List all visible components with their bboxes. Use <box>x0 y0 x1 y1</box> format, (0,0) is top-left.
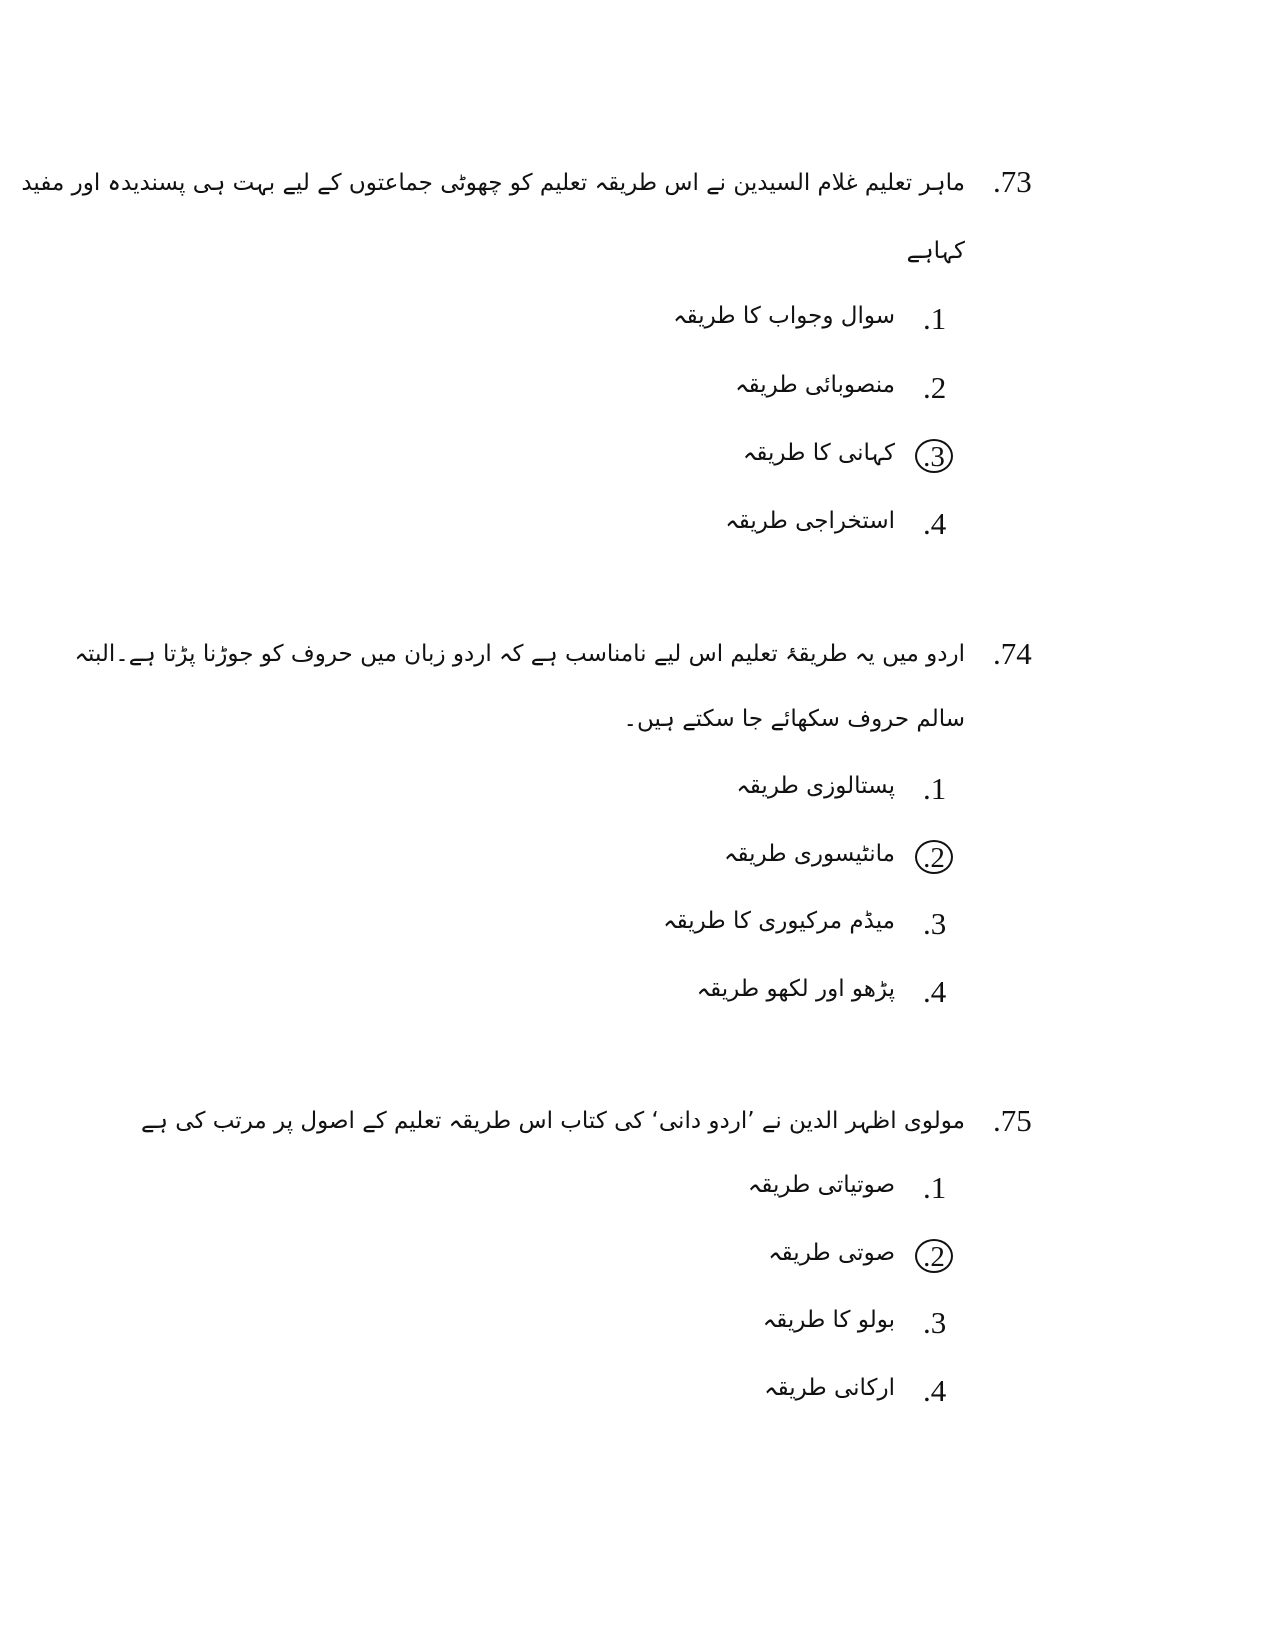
option-4-text[interactable]: پڑھو اور لکھو طریقہ <box>696 976 895 1002</box>
option-1-number: .1 <box>923 771 947 806</box>
option-3-number: .3 <box>923 1305 947 1340</box>
option-1-number: .1 <box>923 1170 947 1205</box>
question-text-line1: ماہر تعلیم غلام السیدین نے اس طریقہ تعلیم کو چھوٹی جماعتوں کے لیے بہت ہی پسندیدہ اور مفید <box>21 170 965 196</box>
option-2-number-circled: .2 <box>915 840 953 874</box>
option-2-number-circled: .2 <box>915 1239 953 1273</box>
option-2-text[interactable]: منصوبائی طریقہ <box>735 372 895 398</box>
option-3-text[interactable]: کہانی کا طریقہ <box>742 440 895 466</box>
question-text-line2: سالم حروف سکھائے جا سکتے ہیں۔ <box>623 706 965 732</box>
option-4-text[interactable]: ارکانی طریقہ <box>764 1375 895 1401</box>
option-3-number: .3 <box>923 906 947 941</box>
option-2-text[interactable]: مانٹیسوری طریقہ <box>724 841 895 867</box>
question-number: .74 <box>993 636 1032 671</box>
option-4-number: .4 <box>923 974 947 1009</box>
question-text-line1: مولوی اظہر الدین نے ’اردو دانی‘ کی کتاب اس طریقہ تعلیم کے اصول پر مرتب کی ہے <box>141 1108 965 1134</box>
option-4-number: .4 <box>923 1373 947 1408</box>
option-4-text[interactable]: استخراجی طریقہ <box>725 508 895 534</box>
option-2-number: .2 <box>923 370 947 405</box>
question-text-line2: کہاہے <box>906 238 965 264</box>
option-3-number-circled: .3 <box>915 439 953 473</box>
option-4-number: .4 <box>923 506 947 541</box>
question-text-line1: اردو میں یہ طریقۂ تعلیم اس لیے نامناسب ہے کہ اردو زبان میں حروف کو جوڑنا پڑتا ہے۔البتہ <box>74 641 965 667</box>
question-number: .75 <box>993 1103 1032 1138</box>
option-1-number: .1 <box>923 301 947 336</box>
option-3-text[interactable]: میڈم مرکیوری کا طریقہ <box>663 908 895 934</box>
option-2-text[interactable]: صوتی طریقہ <box>768 1240 895 1266</box>
option-1-text[interactable]: پستالوزی طریقہ <box>736 773 895 799</box>
option-3-text[interactable]: بولو کا طریقہ <box>762 1307 895 1333</box>
option-1-text[interactable]: صوتیاتی طریقہ <box>747 1172 895 1198</box>
question-number: .73 <box>993 164 1032 199</box>
option-1-text[interactable]: سوال وجواب کا طریقہ <box>673 303 895 329</box>
